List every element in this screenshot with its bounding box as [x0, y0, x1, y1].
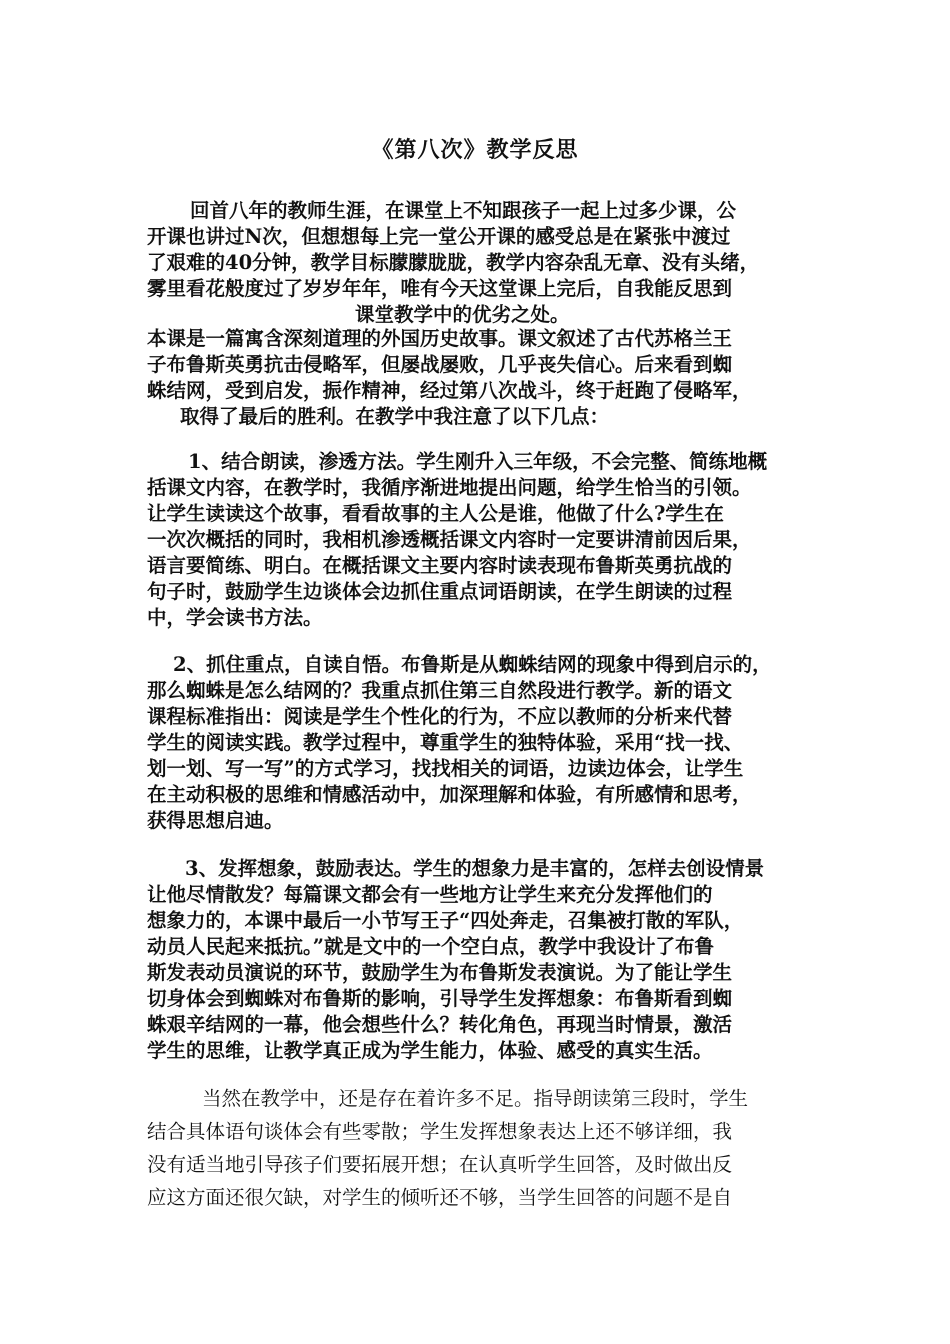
point1-line-2: 括课文内容，在教学时，我循序渐进地提出问题，给学生恰当的引领。	[147, 476, 752, 499]
point3-line-6: 切身体会到蜘蛛对布鲁斯的影响，引导学生发挥想象：布鲁斯看到蜘	[147, 987, 733, 1010]
point3-line-3: 想象力的，本课中最后一小节写王子“四处奔走，召集被打散的军队，	[147, 909, 744, 932]
intro-line-2: 开课也讲过N次，但想想每上完一堂公开课的感受总是在紧张中渡过	[147, 225, 731, 248]
point2-line-1: 2、抓住重点，自读自悟。布鲁斯是从蜘蛛结网的现象中得到启示的，	[173, 653, 772, 676]
conclusion-line-1: 当然在教学中，还是存在着许多不足。指导朗读第三段时，学生	[202, 1087, 749, 1110]
point1-line-1: 1、结合朗读，渗透方法。学生刚升入三年级，不会完整、简练地概	[188, 450, 768, 473]
point1-line-4: 一次次概括的同时，我相机渗透概括课文内容时一定要讲清前因后果，	[147, 528, 752, 551]
point2-line-3: 课程标准指出：阅读是学生个性化的行为，不应以教师的分析来代替	[147, 705, 733, 728]
intro-line-3: 了艰难的40分钟，教学目标朦朦胧胧，教学内容杂乱无章、没有头绪，	[147, 251, 760, 274]
point3-line-7: 蛛艰辛结网的一幕，他会想些什么？转化角色，再现当时情景，激活	[147, 1013, 733, 1036]
point2-line-7: 获得思想启迪。	[147, 809, 284, 832]
point3-line-4: 动员人民起来抵抗。”就是文中的一个空白点，教学中我设计了布鲁	[147, 935, 714, 958]
point2-line-2: 那么蜘蛛是怎么结网的？我重点抓住第三自然段进行教学。新的语文	[147, 679, 733, 702]
intro-line-5: 课堂教学中的优劣之处。	[355, 303, 570, 326]
intro-line-4: 雾里看花般度过了岁岁年年，唯有今天这堂课上完后，自我能反思到	[147, 277, 733, 300]
point1-line-5: 语言要简练、明白。在概括课文主要内容时读表现布鲁斯英勇抗战的	[147, 554, 733, 577]
point3-line-8: 学生的思维，让教学真正成为学生能力，体验、感受的真实生活。	[147, 1039, 713, 1062]
point1-line-3: 让学生读读这个故事，看看故事的主人公是谁，他做了什么?学生在	[147, 502, 724, 525]
conclusion-line-3: 没有适当地引导孩子们要拓展开想；在认真听学生回答，及时做出反	[147, 1153, 733, 1176]
point3-line-5: 斯发表动员演说的环节，鼓励学生为布鲁斯发表演说。为了能让学生	[147, 961, 733, 984]
point3-line-1: 3、发挥想象，鼓励表达。学生的想象力是丰富的，怎样去创设情景	[185, 857, 765, 880]
point2-line-6: 在主动积极的思维和情感活动中，加深理解和体验，有所感情和思考，	[147, 783, 752, 806]
point2-line-4: 学生的阅读实践。教学过程中，尊重学生的独特体验，采用“找一找、	[147, 731, 744, 754]
summary-line-2: 子布鲁斯英勇抗击侵略军，但屡战屡败，几乎丧失信心。后来看到蜘	[147, 353, 733, 376]
conclusion-line-4: 应这方面还很欠缺，对学生的倾听还不够，当学生回答的问题不是自	[147, 1186, 733, 1209]
intro-line-1: 回首八年的教师生涯，在课堂上不知跟孩子一起上过多少课，公	[190, 199, 737, 222]
point3-line-2: 让他尽情散发？每篇课文都会有一些地方让学生来充分发挥他们的	[147, 883, 713, 906]
summary-line-3: 蛛结网，受到启发，振作精神，经过第八次战斗，终于赶跑了侵略军，	[147, 379, 752, 402]
point1-line-6: 句子时，鼓励学生边谈体会边抓住重点词语朗读，在学生朗读的过程	[147, 580, 733, 603]
point2-line-5: 划一划、写一写”的方式学习，找找相关的词语，边读边体会，让学生	[147, 757, 744, 780]
document-title: 《第八次》教学反思	[371, 137, 579, 163]
point1-line-7: 中，学会读书方法。	[147, 606, 323, 629]
summary-line-4: 取得了最后的胜利。在教学中我注意了以下几点：	[180, 405, 610, 428]
conclusion-line-2: 结合具体语句谈体会有些零散；学生发挥想象表达上还不够详细，我	[147, 1120, 733, 1143]
summary-line-1: 本课是一篇寓含深刻道理的外国历史故事。课文叙述了古代苏格兰王	[147, 327, 733, 350]
